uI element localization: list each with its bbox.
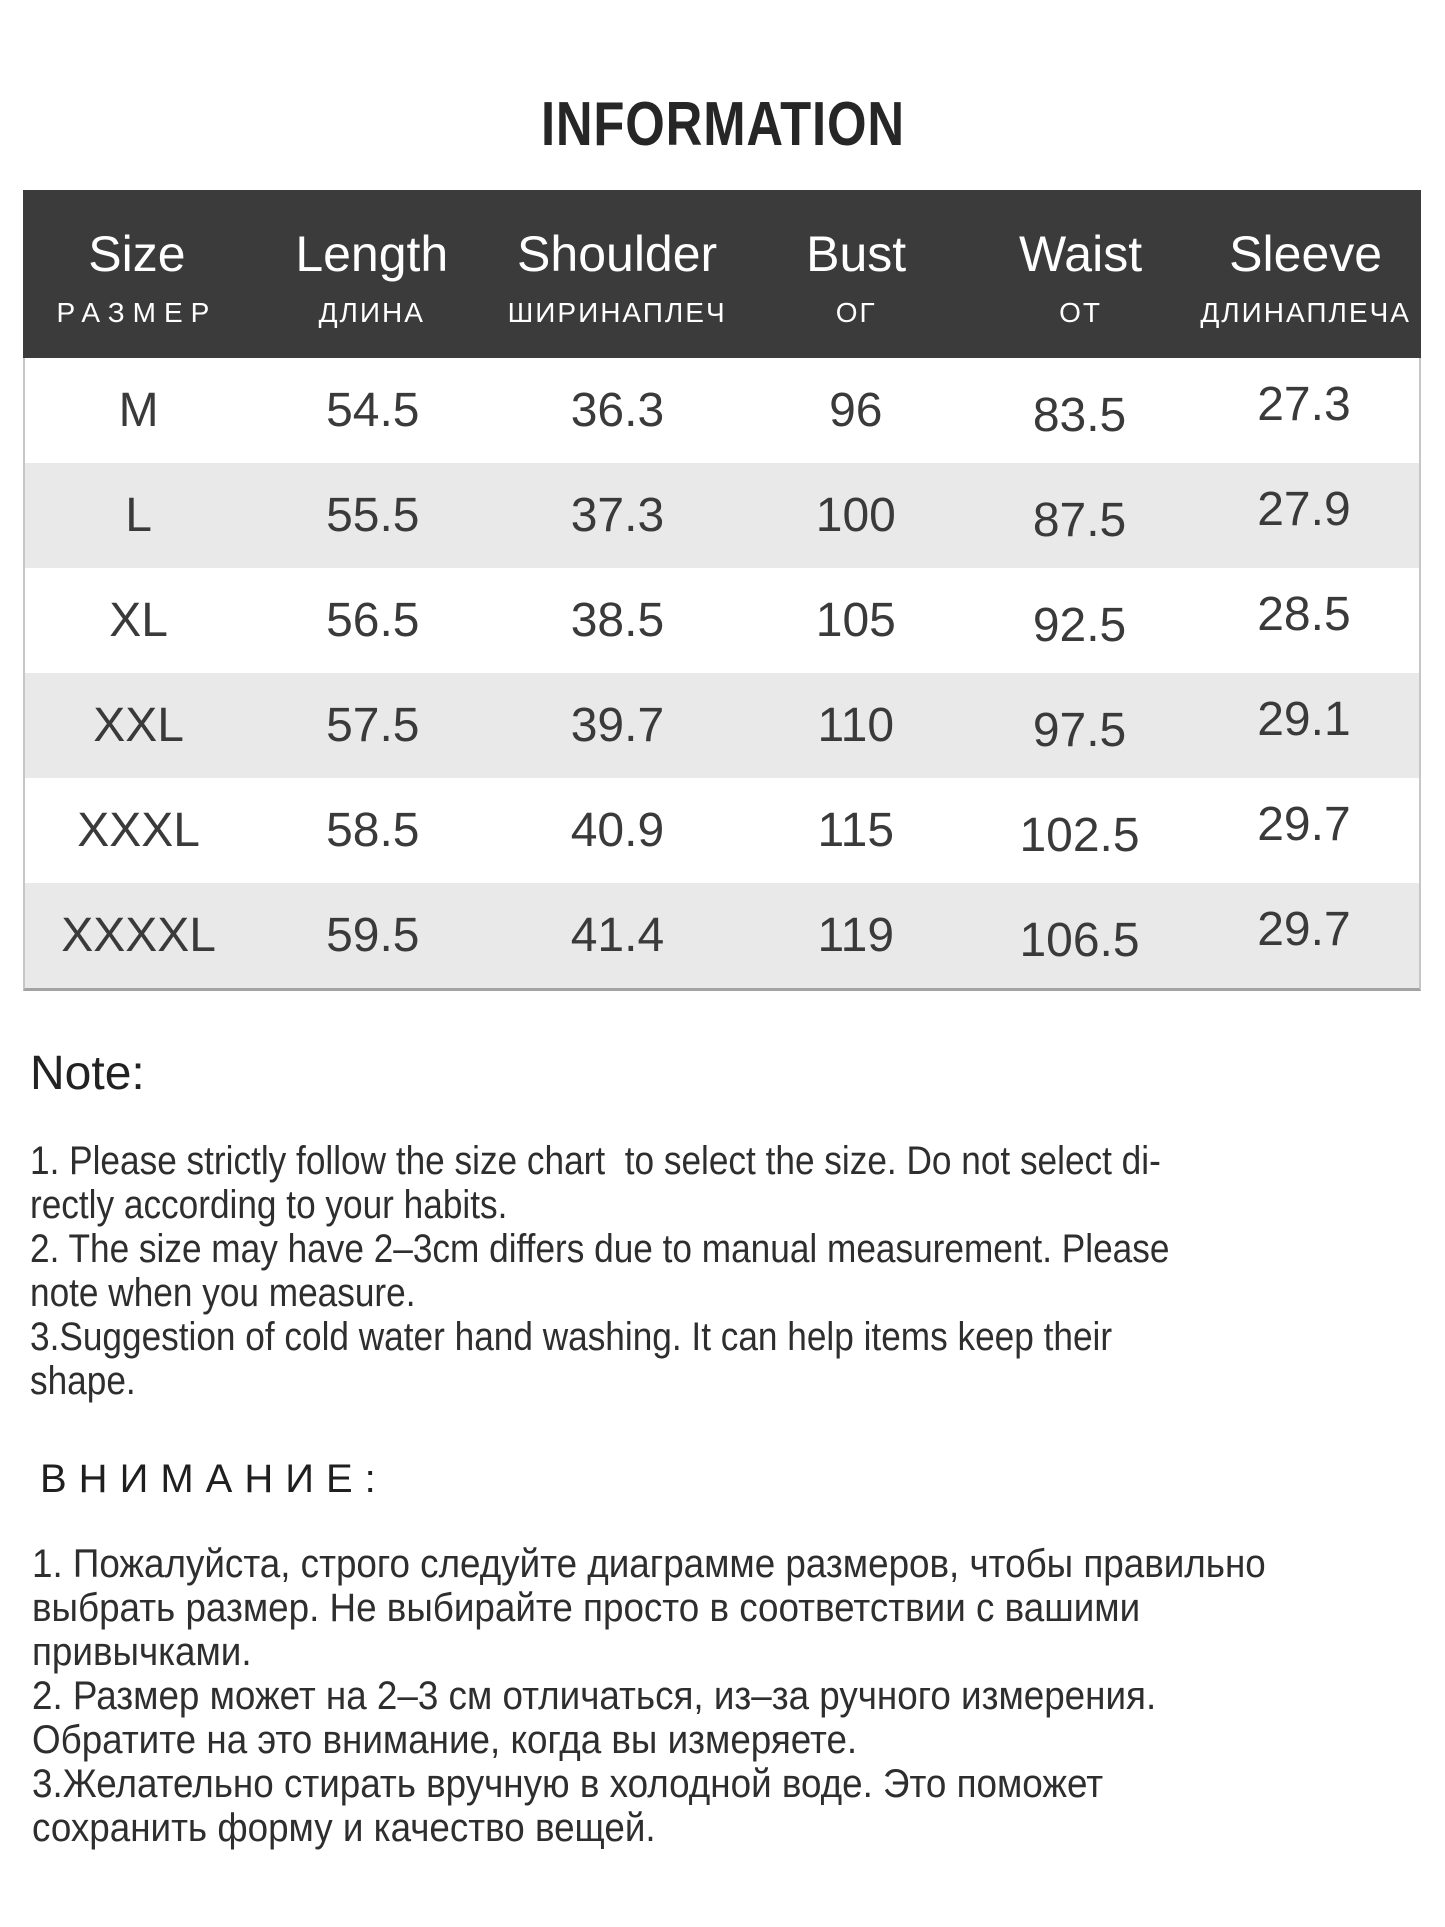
column-header-size bbox=[23, 190, 251, 358]
attention-line: привычками. bbox=[32, 1630, 252, 1674]
length-cell: 54.5 bbox=[326, 384, 420, 437]
bust-cell: 105 bbox=[815, 594, 896, 647]
bust-cell: 100 bbox=[815, 489, 896, 542]
length-cell: 59.5 bbox=[326, 909, 420, 962]
attention-line: 1. Пожалуйста, строго следуйте диаграмме размеров, чтобы правильно bbox=[32, 1542, 1266, 1586]
page-title-text: INFORMATION bbox=[540, 90, 905, 159]
size-cell: XXL bbox=[93, 699, 184, 752]
sleeve-cell: 27.3 bbox=[1257, 378, 1351, 431]
sleeve-cell: 27.9 bbox=[1257, 483, 1351, 536]
sleeve-cell: 28.5 bbox=[1257, 588, 1351, 641]
page-title bbox=[0, 90, 1445, 159]
column-header-en: Size bbox=[88, 226, 186, 282]
shoulder-cell: 38.5 bbox=[570, 594, 665, 647]
shoulder-cell: 37.3 bbox=[570, 489, 665, 542]
note-line: 3.Suggestion of cold water hand washing. It can help items keep their bbox=[30, 1315, 1113, 1359]
column-header-ru: РАЗМЕР bbox=[56, 297, 218, 328]
attention-line: сохранить форму и качество вещей. bbox=[32, 1806, 656, 1850]
waist-cell: 92.5 bbox=[1032, 599, 1127, 652]
table-row-m bbox=[25, 358, 1419, 463]
length-cell: 58.5 bbox=[326, 804, 420, 857]
attention-line: 2. Размер может на 2–3 см отличаться, из–за ручного измерения. bbox=[32, 1674, 1157, 1718]
note-heading: Note: bbox=[30, 1047, 145, 1100]
shoulder-cell: 41.4 bbox=[570, 909, 665, 962]
bust-cell: 115 bbox=[817, 804, 895, 857]
column-header-length bbox=[251, 190, 493, 358]
length-cell: 55.5 bbox=[326, 489, 420, 542]
attention-paragraphs bbox=[32, 1542, 1373, 1850]
attention-line: 3.Желательно стирать вручную в холодной воде. Это поможет bbox=[32, 1762, 1104, 1806]
size-cell: XXXXL bbox=[61, 909, 216, 962]
attention-heading: ВНИМАНИЕ: bbox=[40, 1457, 388, 1501]
column-header-ru: ДЛИНА bbox=[318, 297, 425, 328]
bust-cell: 96 bbox=[829, 384, 883, 437]
size-cell: L bbox=[125, 489, 152, 542]
waist-cell: 97.5 bbox=[1032, 704, 1127, 757]
column-header-en: Length bbox=[295, 226, 449, 282]
size-table-header bbox=[23, 190, 1421, 358]
waist-cell: 87.5 bbox=[1032, 494, 1127, 547]
bust-cell: 110 bbox=[817, 699, 895, 752]
note-line: 2. The size may have 2–3cm differs due to manual measurement. Please bbox=[30, 1227, 1170, 1271]
column-header-ru: ОТ bbox=[1059, 297, 1102, 328]
attention-line: Обратите на это внимание, когда вы измеряете. bbox=[32, 1718, 858, 1762]
note-line: rectly according to your habits. bbox=[30, 1183, 508, 1227]
column-header-ru: ДЛИНАПЛЕЧА bbox=[1200, 297, 1411, 328]
column-header-en: Waist bbox=[1018, 226, 1143, 282]
table-row-xxl bbox=[25, 673, 1419, 778]
size-cell: XXXL bbox=[77, 804, 200, 857]
note-paragraphs bbox=[30, 1139, 1325, 1403]
shoulder-cell: 39.7 bbox=[570, 699, 665, 752]
column-header-en: Shoulder bbox=[517, 226, 718, 282]
column-header-ru: ШИРИНАПЛЕЧ bbox=[507, 297, 727, 328]
size-cell: M bbox=[118, 384, 159, 437]
note-line: 1. Please strictly follow the size chart to select the size. Do not select di- bbox=[30, 1139, 1161, 1183]
attention-line: выбрать размер. Не выбирайте просто в соответствии с вашими bbox=[32, 1586, 1141, 1630]
bust-cell: 119 bbox=[817, 909, 895, 962]
column-header-en: Bust bbox=[806, 226, 907, 282]
table-row-l bbox=[25, 463, 1419, 568]
waist-cell: 83.5 bbox=[1032, 389, 1127, 442]
column-header-waist bbox=[971, 190, 1190, 358]
shoulder-cell: 40.9 bbox=[570, 804, 665, 857]
table-row-xxxxl bbox=[25, 883, 1419, 988]
waist-cell: 106.5 bbox=[1019, 914, 1140, 967]
size-table bbox=[23, 190, 1421, 991]
column-header-shoulder bbox=[493, 190, 742, 358]
table-row-xxxl bbox=[25, 778, 1419, 883]
note-line: shape. bbox=[30, 1359, 136, 1403]
sleeve-cell: 29.7 bbox=[1257, 903, 1351, 956]
size-cell: XL bbox=[109, 594, 168, 647]
sleeve-cell: 29.1 bbox=[1257, 693, 1351, 746]
waist-cell: 102.5 bbox=[1019, 809, 1140, 862]
size-table-body bbox=[23, 358, 1421, 991]
shoulder-cell: 36.3 bbox=[570, 384, 665, 437]
note-line: note when you measure. bbox=[30, 1271, 416, 1315]
length-cell: 57.5 bbox=[326, 699, 420, 752]
column-header-en: Sleeve bbox=[1229, 226, 1383, 282]
column-header-bust bbox=[742, 190, 971, 358]
column-header-sleeve bbox=[1190, 190, 1421, 358]
length-cell: 56.5 bbox=[326, 594, 420, 647]
sleeve-cell: 29.7 bbox=[1257, 798, 1351, 851]
column-header-ru: ОГ bbox=[835, 297, 877, 328]
table-row-xl bbox=[25, 568, 1419, 673]
